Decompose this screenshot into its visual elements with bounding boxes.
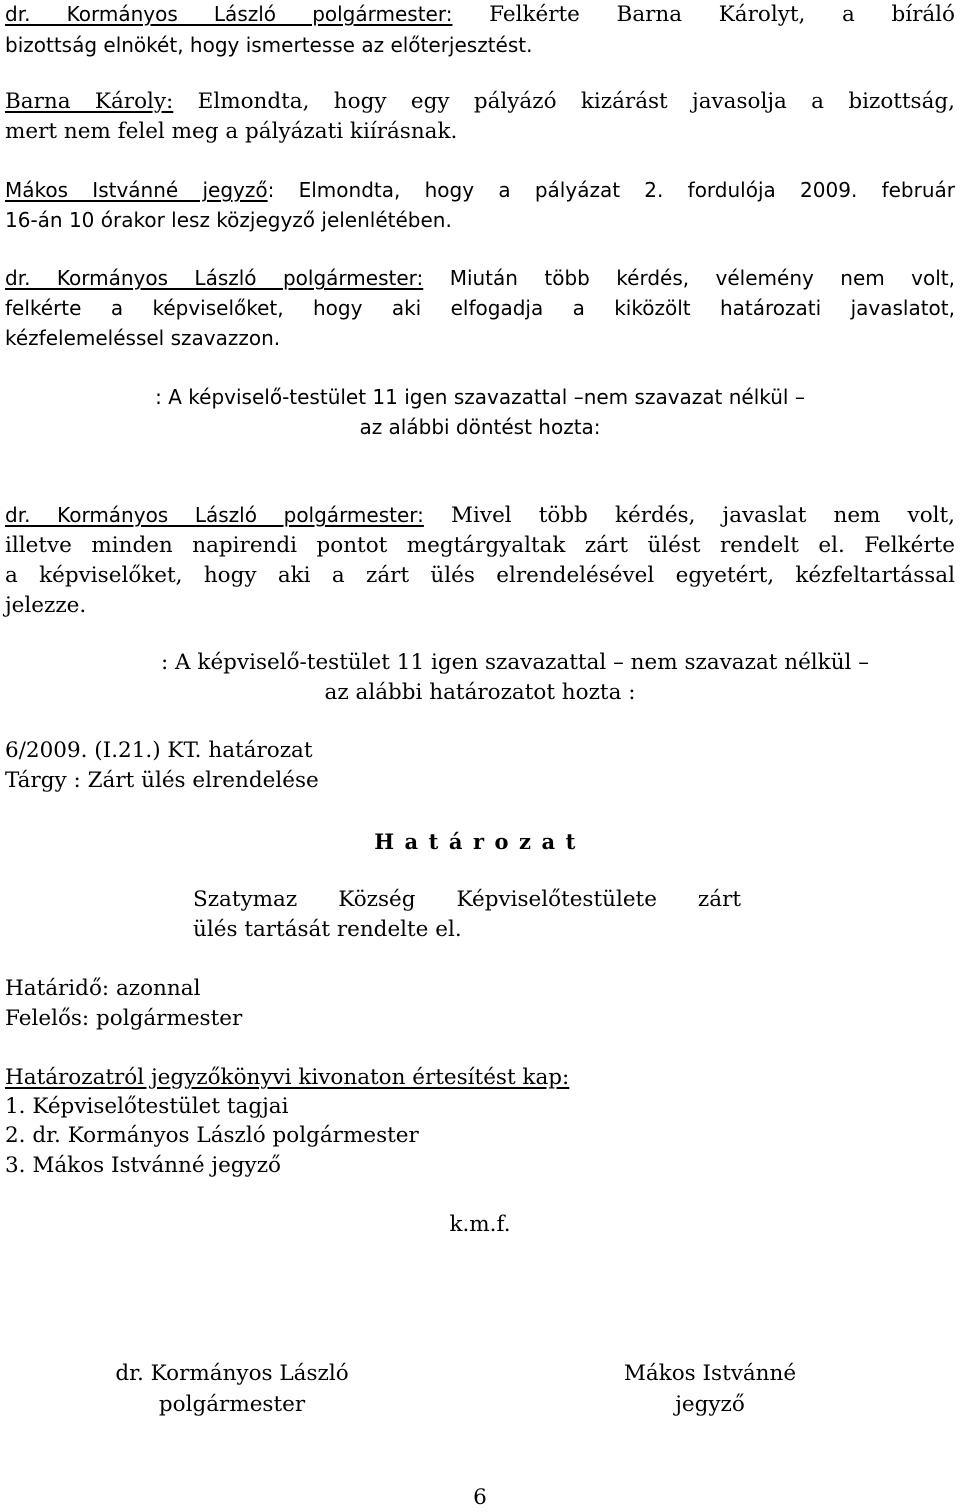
paragraph-text: mert nem felel meg a pályázati kiírásnak.: [5, 119, 458, 144]
signature-name: Mákos Istvánné: [623, 1361, 797, 1386]
resolution-body-line: Szatymaz Község Képviselőtestülete zárt: [193, 887, 741, 912]
signature-title: jegyző: [675, 1392, 745, 1417]
resolution-body-line: ülés tartását rendelte el.: [193, 917, 462, 942]
paragraph-notary: [5, 175, 955, 235]
kmf-label: k.m.f.: [449, 1212, 511, 1237]
vote-result-line: az alábbi döntést hozta:: [359, 415, 601, 439]
speaker-name: dr. Kormányos László polgármester:: [5, 503, 424, 527]
speaker-name: Barna Károly:: [5, 89, 174, 114]
paragraph-closed-session: [5, 500, 955, 621]
paragraph-barna: [5, 87, 955, 147]
paragraph-text: jelezze.: [5, 593, 87, 618]
paragraph-text: bizottság elnökét, hogy ismertesse az előterjesztést.: [5, 33, 533, 57]
paragraph-mayor-vote-call: [5, 263, 955, 353]
paragraph-line: [5, 263, 955, 293]
recipient-item: 1. Képviselőtestület tagjai: [5, 1094, 289, 1119]
paragraph-text: Felkérte Barna Károlyt, a bíráló: [452, 2, 955, 27]
signature-name: dr. Kormányos László: [115, 1361, 349, 1386]
resolution-subject: Tárgy : Zárt ülés elrendelése: [5, 768, 319, 793]
paragraph-text: illetve minden napirendi pontot megtárgyaltak zárt ülést rendelt el. Felkérte: [5, 533, 955, 558]
recipient-item: 2. dr. Kormányos László polgármester: [5, 1123, 419, 1148]
vote-result-line: az alábbi határozatot hozta :: [324, 680, 636, 705]
paragraph-text: a képviselőket, hogy aki a zárt ülés elrendelésével egyetért, kézfeltartással: [5, 563, 955, 588]
resolution-number: 6/2009. (I.21.) KT. határozat: [5, 738, 313, 763]
signature-title: polgármester: [158, 1392, 306, 1417]
recipient-item: 3. Mákos Istvánné jegyző: [5, 1153, 281, 1178]
signature-notary: [540, 1358, 880, 1420]
paragraph-mayor-intro: [5, 0, 955, 60]
signature-mayor: [62, 1358, 402, 1420]
paragraph-text: felkérte a képviselőket, hogy aki elfogadja a kiközölt határozati javaslatot,: [5, 296, 955, 320]
paragraph-text: 16-án 10 órakor lesz közjegyző jelenlétében.: [5, 208, 452, 232]
paragraph-line: [5, 175, 955, 205]
paragraph-line: [5, 0, 955, 30]
speaker-name: dr. Kormányos László polgármester:: [5, 266, 424, 290]
notify-title: Határozatról jegyzőkönyvi kivonaton értesítést kap:: [5, 1065, 570, 1090]
speaker-name: Mákos Istvánné jegyző: [5, 178, 268, 202]
resolution-heading: Határozat: [374, 829, 586, 854]
vote-result-line: : A képviselő-testület 11 igen szavazattal – nem szavazat nélkül –: [160, 650, 870, 675]
resolution-deadline: Határidő: azonnal: [5, 976, 201, 1001]
paragraph-line: [5, 500, 955, 531]
paragraph-text: kézfelemeléssel szavazzon.: [5, 326, 281, 350]
paragraph-text: Mivel több kérdés, javaslat nem volt,: [423, 503, 955, 528]
resolution-body: [193, 885, 741, 945]
paragraph-text: : Elmondta, hogy a pályázat 2. fordulója 2009. február: [267, 178, 955, 202]
resolution-responsible: Felelős: polgármester: [5, 1006, 243, 1031]
speaker-name: dr. Kormányos László polgármester:: [5, 2, 453, 26]
paragraph-text: Miután több kérdés, vélemény nem volt,: [423, 266, 956, 290]
vote-result-line: : A képviselő-testület 11 igen szavazattal –nem szavazat nélkül –: [155, 385, 805, 409]
paragraph-line: [5, 87, 955, 117]
page-number: 6: [473, 1485, 487, 1510]
paragraph-text: Elmondta, hogy egy pályázó kizárást javasolja a bizottság,: [173, 89, 955, 114]
